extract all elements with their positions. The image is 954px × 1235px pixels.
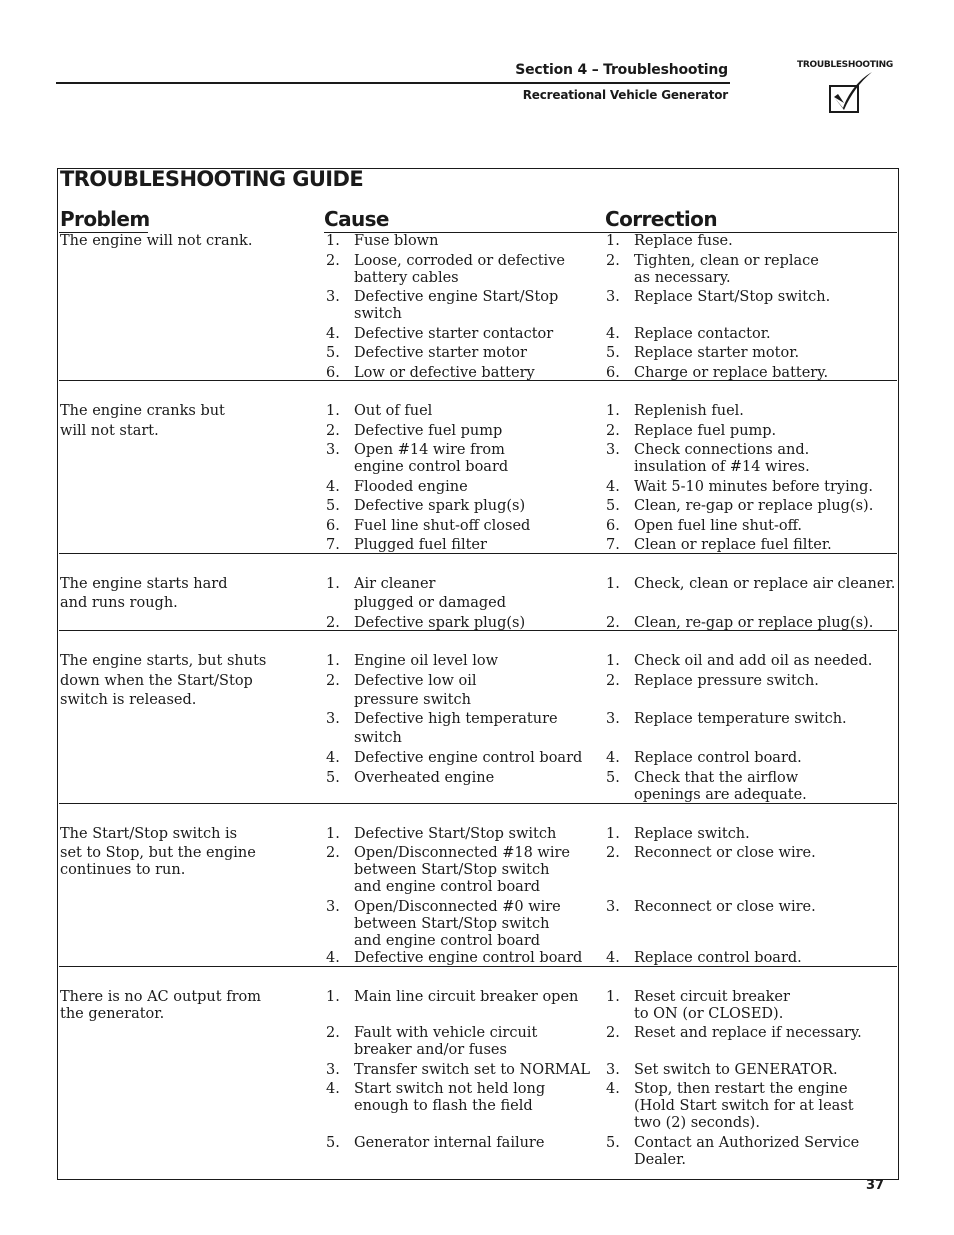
cause-text: Generator internal failure xyxy=(354,1135,545,1151)
cause-number: 3. xyxy=(326,442,340,458)
cause-number: 4. xyxy=(326,326,340,342)
cause-text: Loose, corroded or defective xyxy=(354,253,565,269)
correction-text: Replace control board. xyxy=(634,750,802,766)
problem-text: down when the Start/Stop xyxy=(60,673,253,689)
column-header-problem: Problem xyxy=(60,207,150,231)
cause-text: Open/Disconnected #0 wire xyxy=(354,899,561,915)
correction-text: Replace fuse. xyxy=(634,233,733,249)
correction-number: 4. xyxy=(606,950,620,966)
correction-text: Tighten, clean or replace xyxy=(634,253,819,269)
correction-text: two (2) seconds). xyxy=(634,1115,760,1131)
row-divider xyxy=(59,630,897,631)
correction-number: 4. xyxy=(606,326,620,342)
cause-number: 5. xyxy=(326,770,340,786)
problem-text: The engine starts, but shuts xyxy=(60,653,267,669)
cause-number: 1. xyxy=(326,653,340,669)
cause-text: Out of fuel xyxy=(354,403,433,419)
correction-number: 5. xyxy=(606,345,620,361)
correction-text: Reset circuit breaker xyxy=(634,989,790,1005)
cause-text: Defective high temperature xyxy=(354,711,558,727)
cause-text: Fault with vehicle circuit xyxy=(354,1025,538,1041)
correction-number: 5. xyxy=(606,498,620,514)
cause-text: and engine control board xyxy=(354,879,541,895)
correction-number: 7. xyxy=(606,537,620,553)
cause-text: battery cables xyxy=(354,270,459,286)
correction-text: Set switch to GENERATOR. xyxy=(634,1062,838,1078)
correction-number: 3. xyxy=(606,1062,620,1078)
correction-number: 2. xyxy=(606,253,620,269)
problem-text: will not start. xyxy=(60,423,159,439)
cause-number: 5. xyxy=(326,1135,340,1151)
row-divider xyxy=(59,553,897,554)
cause-number: 4. xyxy=(326,479,340,495)
row-divider xyxy=(59,966,897,967)
correction-number: 2. xyxy=(606,423,620,439)
cause-number: 4. xyxy=(326,950,340,966)
cause-text: between Start/Stop switch xyxy=(354,916,550,932)
correction-text: Replace pressure switch. xyxy=(634,673,819,689)
cause-text: Transfer switch set to NORMAL xyxy=(354,1062,590,1078)
cause-text: pressure switch xyxy=(354,692,471,708)
cause-number: 2. xyxy=(326,1025,340,1041)
cause-number: 4. xyxy=(326,750,340,766)
correction-text: Replenish fuel. xyxy=(634,403,744,419)
cause-text: Defective fuel pump xyxy=(354,423,503,439)
correction-number: 4. xyxy=(606,1081,620,1097)
cause-number: 4. xyxy=(326,1081,340,1097)
cause-text: Defective spark plug(s) xyxy=(354,498,526,514)
correction-number: 5. xyxy=(606,770,620,786)
cause-number: 3. xyxy=(326,1062,340,1078)
cause-text: Defective engine control board xyxy=(354,750,583,766)
cause-text: Overheated engine xyxy=(354,770,495,786)
correction-text: Stop, then restart the engine xyxy=(634,1081,848,1097)
correction-number: 4. xyxy=(606,750,620,766)
correction-text: to ON (or CLOSED). xyxy=(634,1006,784,1022)
correction-number: 1. xyxy=(606,233,620,249)
problem-text: There is no AC output from xyxy=(60,989,261,1005)
correction-text: Replace temperature switch. xyxy=(634,711,847,727)
correction-number: 4. xyxy=(606,479,620,495)
correction-number: 1. xyxy=(606,403,620,419)
problem-text: The engine starts hard xyxy=(60,576,228,592)
problem-text: continues to run. xyxy=(60,862,186,878)
cause-number: 1. xyxy=(326,989,340,1005)
cause-text: Open/Disconnected #18 wire xyxy=(354,845,570,861)
correction-text: Wait 5-10 minutes before trying. xyxy=(634,479,873,495)
correction-number: 3. xyxy=(606,899,620,915)
cause-text: Fuel line shut-off closed xyxy=(354,518,531,534)
cause-text: engine control board xyxy=(354,459,509,475)
correction-number: 1. xyxy=(606,653,620,669)
correction-number: 1. xyxy=(606,576,620,592)
correction-text: as necessary. xyxy=(634,270,731,286)
cause-text: Low or defective battery xyxy=(354,365,535,381)
problem-text: The engine will not crank. xyxy=(60,233,253,249)
column-header-cause: Cause xyxy=(324,207,389,231)
cause-text: Flooded engine xyxy=(354,479,468,495)
cause-text: Defective starter motor xyxy=(354,345,527,361)
correction-number: 2. xyxy=(606,673,620,689)
cause-number: 1. xyxy=(326,576,340,592)
correction-text: Clean, re-gap or replace plug(s). xyxy=(634,498,874,514)
problem-text: set to Stop, but the engine xyxy=(60,845,256,861)
correction-text: Check, clean or replace air cleaner. xyxy=(634,576,896,592)
checkmark-box-icon xyxy=(826,70,876,116)
header-rule xyxy=(56,82,730,84)
cause-number: 6. xyxy=(326,365,340,381)
cause-number: 1. xyxy=(326,233,340,249)
problem-text: switch is released. xyxy=(60,692,197,708)
correction-number: 2. xyxy=(606,615,620,631)
column-header-correction: Correction xyxy=(605,207,717,231)
correction-text: insulation of #14 wires. xyxy=(634,459,810,475)
section-title: Section 4 – Troubleshooting xyxy=(515,62,728,78)
cause-text: Fuse blown xyxy=(354,233,439,249)
correction-text: Contact an Authorized Service xyxy=(634,1135,860,1151)
correction-text: Replace Start/Stop switch. xyxy=(634,289,831,305)
cause-number: 2. xyxy=(326,253,340,269)
cause-number: 6. xyxy=(326,518,340,534)
cause-text: between Start/Stop switch xyxy=(354,862,550,878)
correction-text: openings are adequate. xyxy=(634,787,807,803)
correction-text: Replace fuel pump. xyxy=(634,423,777,439)
troubleshooting-badge-label: TROUBLESHOOTING xyxy=(797,60,893,70)
correction-number: 3. xyxy=(606,442,620,458)
cause-text: Air cleaner xyxy=(354,576,436,592)
cause-text: switch xyxy=(354,306,402,322)
correction-text: Replace control board. xyxy=(634,950,802,966)
cause-number: 7. xyxy=(326,537,340,553)
cause-text: Defective low oil xyxy=(354,673,477,689)
cause-text: Plugged fuel filter xyxy=(354,537,487,553)
cause-text: enough to flash the field xyxy=(354,1098,533,1114)
row-divider xyxy=(59,380,897,381)
cause-text: Open #14 wire from xyxy=(354,442,505,458)
cause-number: 3. xyxy=(326,711,340,727)
correction-number: 1. xyxy=(606,826,620,842)
cause-number: 2. xyxy=(326,845,340,861)
cause-text: and engine control board xyxy=(354,933,541,949)
cause-text: Defective spark plug(s) xyxy=(354,615,526,631)
cause-number: 5. xyxy=(326,498,340,514)
cause-number: 2. xyxy=(326,615,340,631)
correction-text: (Hold Start switch for at least xyxy=(634,1098,854,1114)
cause-text: Main line circuit breaker open xyxy=(354,989,579,1005)
correction-number: 6. xyxy=(606,365,620,381)
cause-number: 1. xyxy=(326,826,340,842)
correction-text: Replace starter motor. xyxy=(634,345,800,361)
correction-number: 2. xyxy=(606,1025,620,1041)
cause-number: 2. xyxy=(326,673,340,689)
problem-text: the generator. xyxy=(60,1006,165,1022)
correction-number: 1. xyxy=(606,989,620,1005)
cause-number: 3. xyxy=(326,289,340,305)
correction-text: Replace contactor. xyxy=(634,326,771,342)
correction-number: 2. xyxy=(606,845,620,861)
cause-text: Defective engine control board xyxy=(354,950,583,966)
problem-text: The Start/Stop switch is xyxy=(60,826,238,842)
cause-text: Defective Start/Stop switch xyxy=(354,826,557,842)
cause-text: Start switch not held long xyxy=(354,1081,546,1097)
correction-text: Reconnect or close wire. xyxy=(634,845,816,861)
correction-text: Dealer. xyxy=(634,1152,687,1168)
correction-number: 3. xyxy=(606,711,620,727)
correction-text: Open fuel line shut-off. xyxy=(634,518,803,534)
correction-text: Reconnect or close wire. xyxy=(634,899,816,915)
correction-number: 3. xyxy=(606,289,620,305)
correction-text: Clean, re-gap or replace plug(s). xyxy=(634,615,874,631)
correction-text: Reset and replace if necessary. xyxy=(634,1025,862,1041)
cause-text: Defective starter contactor xyxy=(354,326,554,342)
cause-text: switch xyxy=(354,730,402,746)
cause-number: 2. xyxy=(326,423,340,439)
cause-number: 3. xyxy=(326,899,340,915)
row-divider xyxy=(59,803,897,804)
cause-number: 1. xyxy=(326,403,340,419)
guide-title: TROUBLESHOOTING GUIDE xyxy=(60,167,364,191)
correction-number: 5. xyxy=(606,1135,620,1151)
correction-text: Replace switch. xyxy=(634,826,750,842)
section-subtitle: Recreational Vehicle Generator xyxy=(522,88,728,102)
problem-text: and runs rough. xyxy=(60,595,178,611)
correction-text: Clean or replace fuel filter. xyxy=(634,537,832,553)
correction-text: Check oil and add oil as needed. xyxy=(634,653,873,669)
cause-text: breaker and/or fuses xyxy=(354,1042,507,1058)
cause-text: Engine oil level low xyxy=(354,653,499,669)
correction-number: 6. xyxy=(606,518,620,534)
cause-text: Defective engine Start/Stop xyxy=(354,289,559,305)
page-number: 37 xyxy=(866,1178,885,1193)
correction-text: Check connections and. xyxy=(634,442,810,458)
correction-text: Check that the airflow xyxy=(634,770,799,786)
cause-text: plugged or damaged xyxy=(354,595,507,611)
problem-text: The engine cranks but xyxy=(60,403,225,419)
correction-text: Charge or replace battery. xyxy=(634,365,829,381)
cause-number: 5. xyxy=(326,345,340,361)
